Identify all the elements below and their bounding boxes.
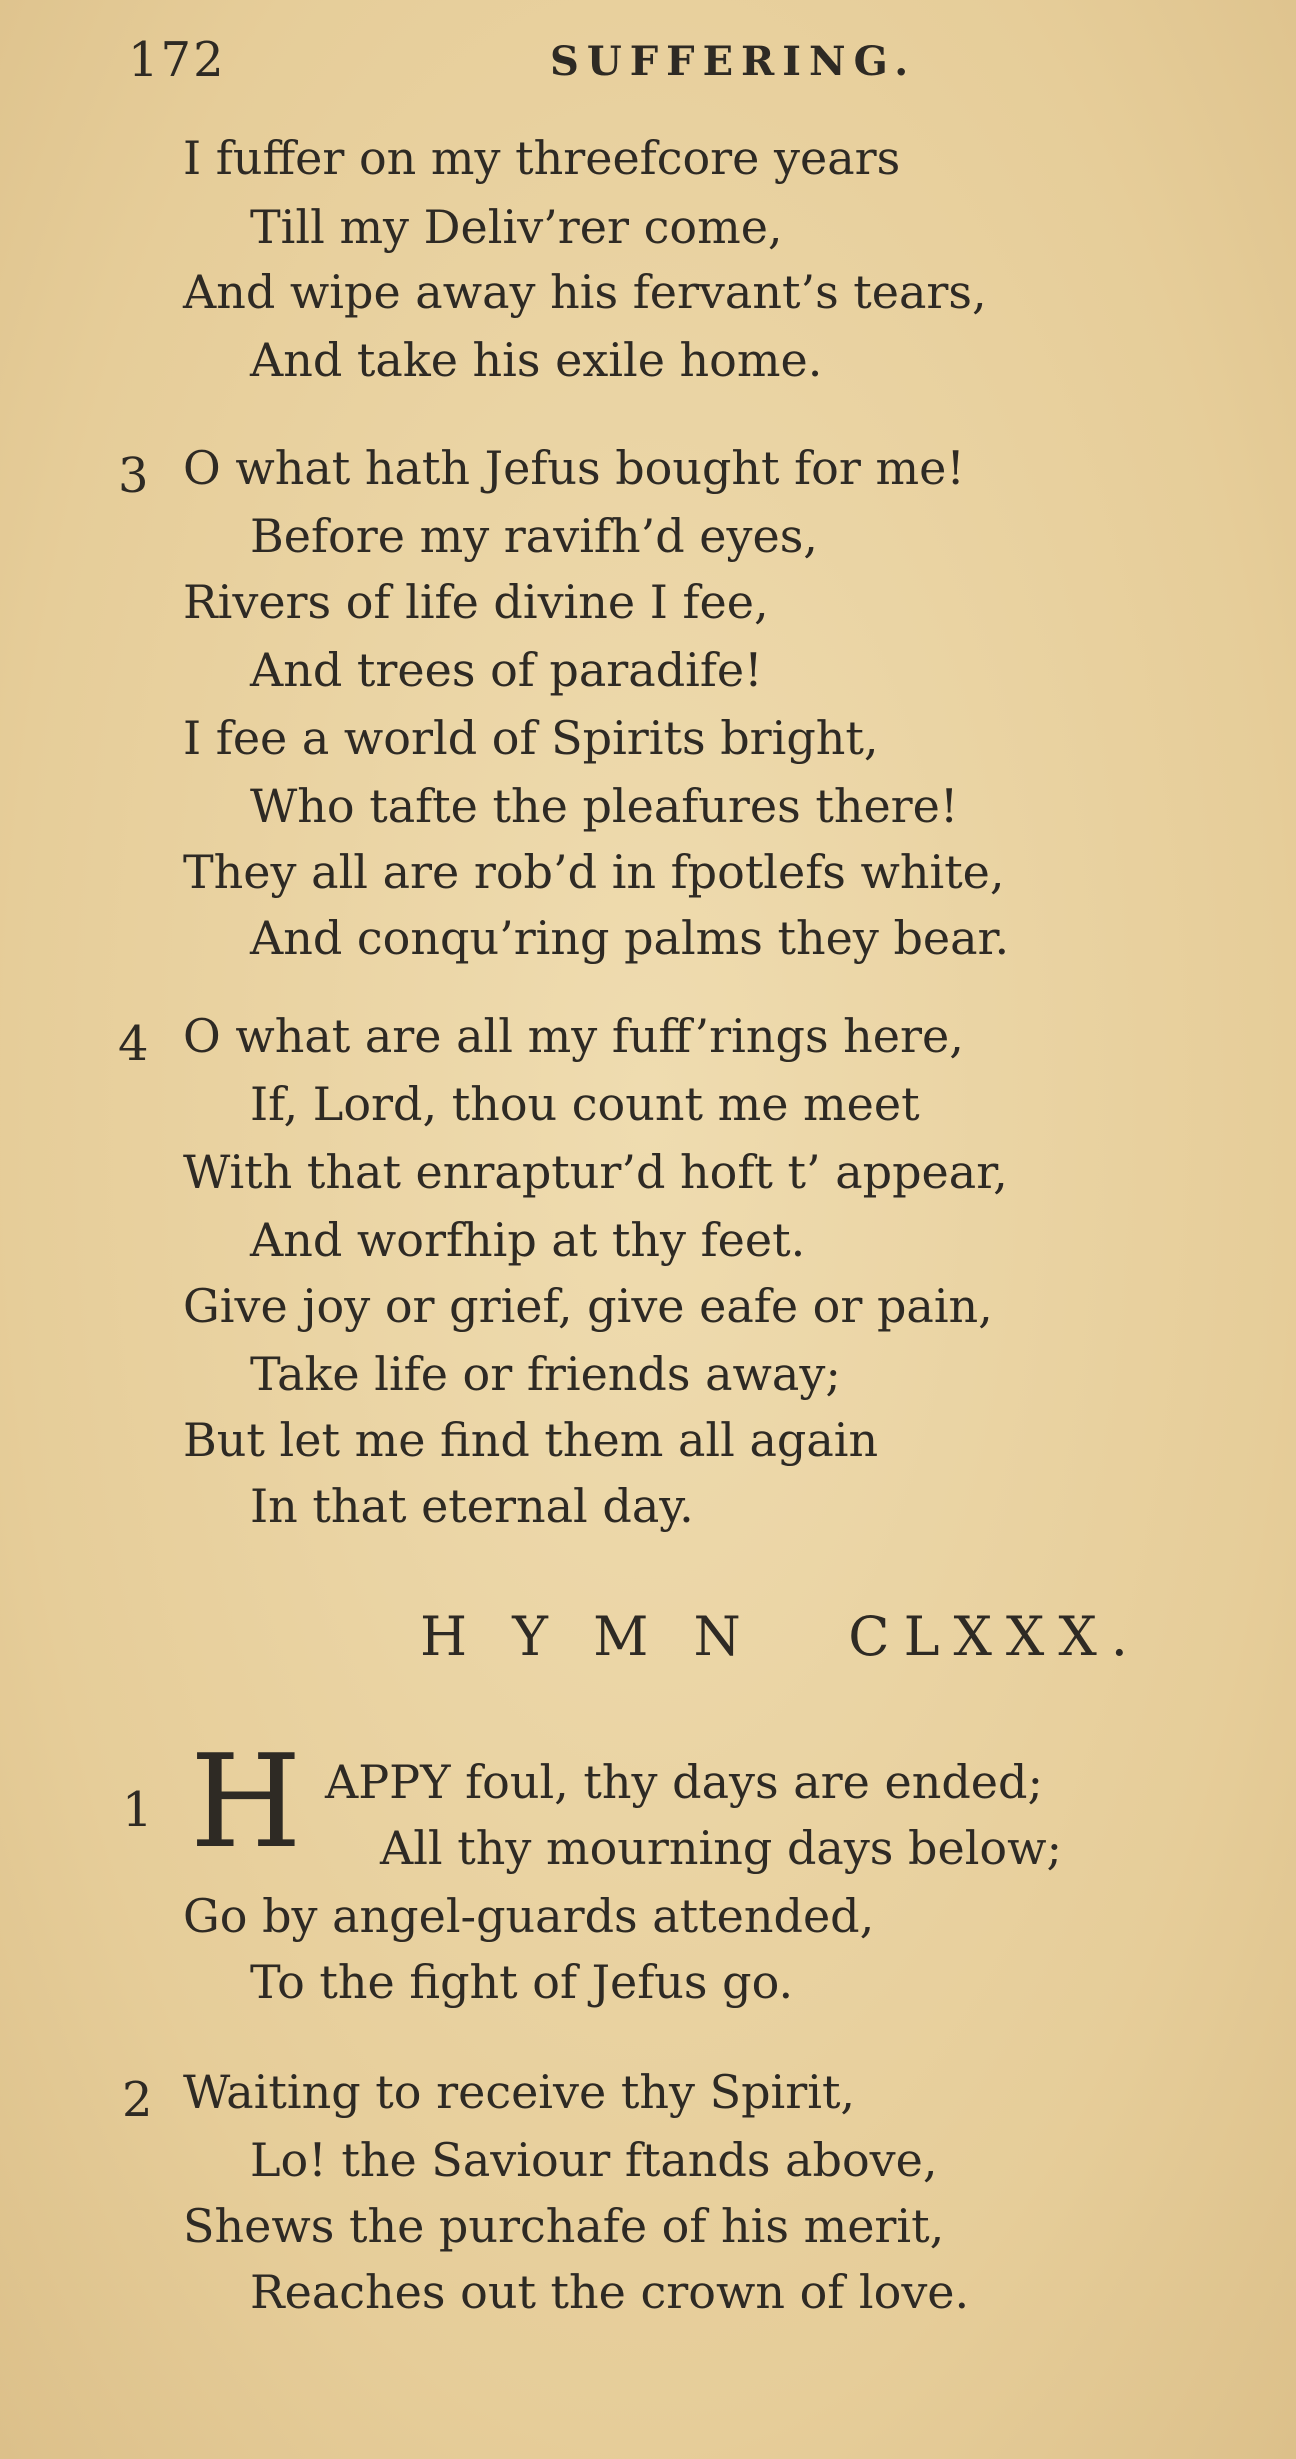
verse-line: Lo! the Saviour ftands above,: [250, 2133, 938, 2187]
verse-line: Till my Deliv’rer come,: [250, 200, 783, 254]
page-header: [0, 22, 1296, 92]
verse-line: Waiting to receive thy Spirit,: [183, 2065, 856, 2119]
verse-line: With that enraptur’d hoft t’ appear,: [183, 1145, 1008, 1199]
stanza-number: 3: [118, 448, 149, 504]
verse-line: APPY foul, thy days are ended;: [325, 1755, 1043, 1809]
running-head: SUFFERING.: [550, 38, 917, 85]
verse-line: All thy mourning days below;: [380, 1821, 1062, 1875]
verse-line: And wipe away his fervant’s tears,: [183, 265, 987, 319]
page-number: 172: [128, 32, 226, 88]
verse-line: I fee a world of Spirits bright,: [183, 711, 879, 765]
verse-line: Shews the purchafe of his merit,: [183, 2199, 945, 2253]
verse-line: Give joy or grief, give eafe or pain,: [183, 1279, 993, 1333]
stanza-number: 2: [122, 2072, 153, 2128]
verse-line: O what hath Jefus bought for me!: [183, 441, 965, 495]
verse-line: And worfhip at thy feet.: [250, 1213, 806, 1267]
verse-line: Before my ravifh’d eyes,: [250, 509, 818, 563]
verse-line: They all are rob’d in fpotlefs white,: [183, 845, 1005, 899]
verse-line: And trees of paradife!: [250, 643, 763, 697]
verse-line: I fuffer on my threefcore years: [183, 131, 901, 185]
verse-line: And take his exile home.: [250, 333, 823, 387]
stanza-number: 1: [122, 1782, 153, 1838]
verse-line: O what are all my fuff’rings here,: [183, 1009, 964, 1063]
verse-line: In that eternal day.: [250, 1479, 694, 1533]
drop-cap: H: [190, 1728, 302, 1877]
verse-line: Reaches out the crown of love.: [250, 2265, 970, 2319]
verse-line: And conqu’ring palms they bear.: [250, 911, 1010, 965]
verse-line: Who tafte the pleafures there!: [250, 779, 959, 833]
verse-line: Take life or friends away;: [250, 1347, 841, 1401]
verse-line: But let me find them all again: [183, 1413, 879, 1467]
stanza-number: 4: [118, 1016, 149, 1072]
verse-line: If, Lord, thou count me meet: [250, 1077, 920, 1131]
hymn-title: H Y M N CLXXX.: [420, 1605, 1142, 1668]
verse-line: To the fight of Jefus go.: [250, 1955, 794, 2009]
verse-line: Go by angel-guards attended,: [183, 1889, 875, 1943]
verse-line: Rivers of life divine I fee,: [183, 575, 769, 629]
